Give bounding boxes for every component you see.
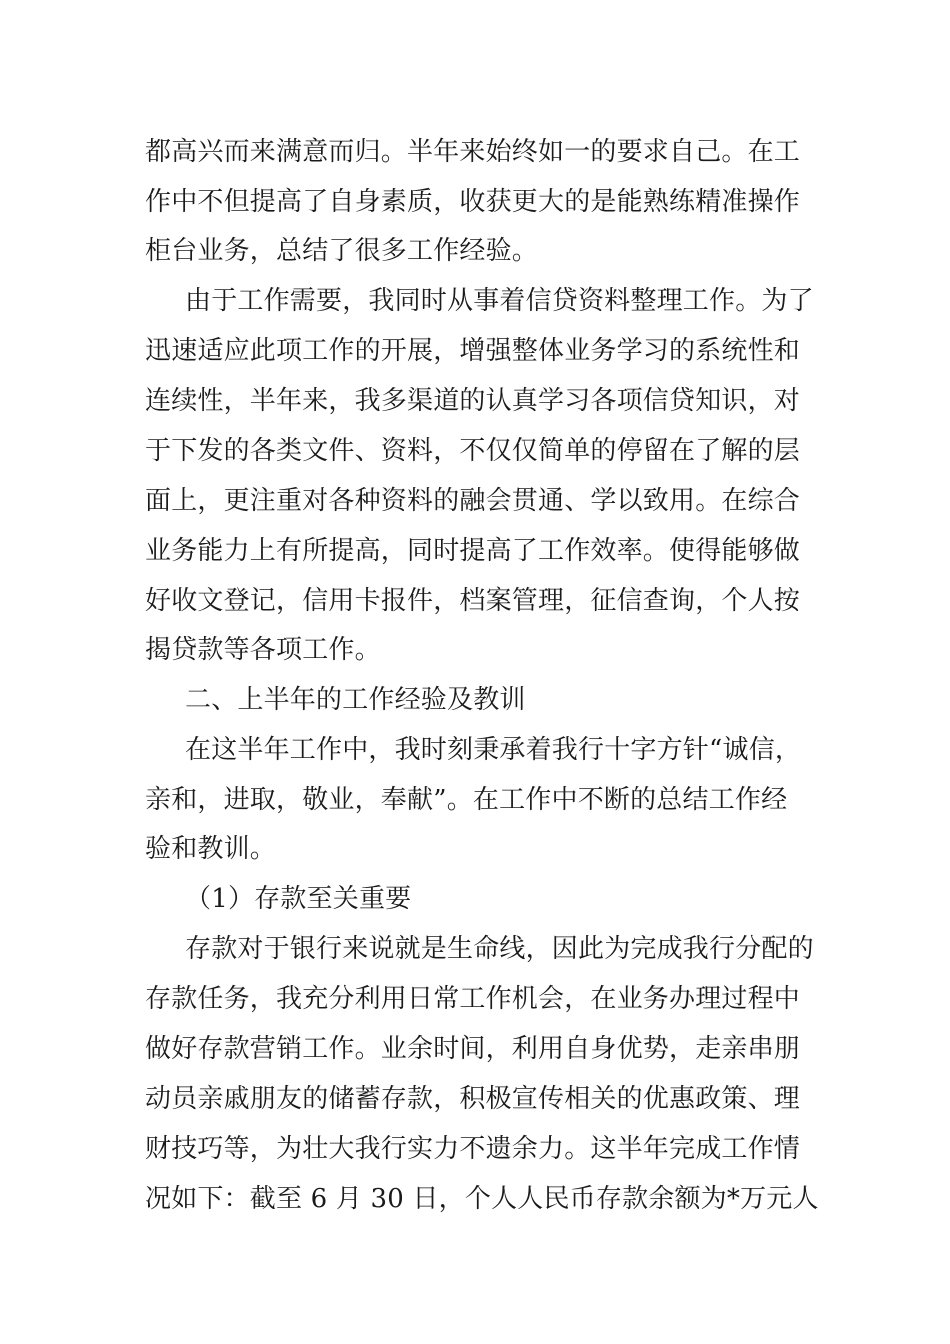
paragraph-line: 存款对于银行来说就是生命线，因此为完成我行分配的 [185, 934, 814, 964]
paragraph-line: 迅速适应此项工作的开展，增强整体业务学习的系统性和 [145, 336, 801, 366]
paragraph-line: 亲和，进取，敬业，奉献”。在工作中不断的总结工作经 [145, 785, 788, 815]
paragraph-line: 连续性，半年来，我多渠道的认真学习各项信贷知识，对 [145, 386, 801, 416]
paragraph-line: 存款任务，我充分利用日常工作机会，在业务办理过程中 [145, 984, 801, 1014]
paragraph-line: 面上，更注重对各种资料的融会贯通、学以致用。在综合 [145, 486, 801, 516]
paragraph-line: 由于工作需要，我同时从事着信贷资料整理工作。为了 [185, 286, 814, 316]
paragraph-line: 好收文登记，信用卡报件，档案管理，征信查询，个人按 [145, 586, 801, 616]
paragraph-line: 都高兴而来满意而归。半年来始终如一的要求自己。在工 [145, 137, 801, 167]
section-heading: 二、上半年的工作经验及教训 [185, 685, 526, 715]
paragraph-line: 验和教训。 [145, 834, 277, 864]
paragraph-line: 作中不但提高了自身素质，收获更大的是能熟练精准操作 [145, 187, 801, 217]
paragraph-line: 在这半年工作中，我时刻秉承着我行十字方针“诚信， [185, 735, 802, 765]
paragraph-line: 做好存款营销工作。业余时间，利用自身优势，走亲串朋 [145, 1034, 801, 1064]
paragraph-line: 财技巧等，为壮大我行实力不遗余力。这半年完成工作情 [145, 1134, 801, 1164]
subsection-heading: （1）存款至关重要 [185, 884, 412, 914]
paragraph-line: 业务能力上有所提高，同时提高了工作效率。使得能够做 [145, 536, 801, 566]
paragraph-line: 动员亲戚朋友的储蓄存款，积极宣传相关的优惠政策、理 [145, 1084, 801, 1114]
paragraph-line: 柜台业务，总结了很多工作经验。 [145, 236, 539, 266]
paragraph-line: 揭贷款等各项工作。 [145, 635, 381, 665]
paragraph-line: 于下发的各类文件、资料，不仅仅简单的停留在了解的层 [145, 436, 801, 466]
paragraph-line: 况如下：截至 6 月 30 日，个人人民币存款余额为*万元人 [145, 1184, 819, 1214]
